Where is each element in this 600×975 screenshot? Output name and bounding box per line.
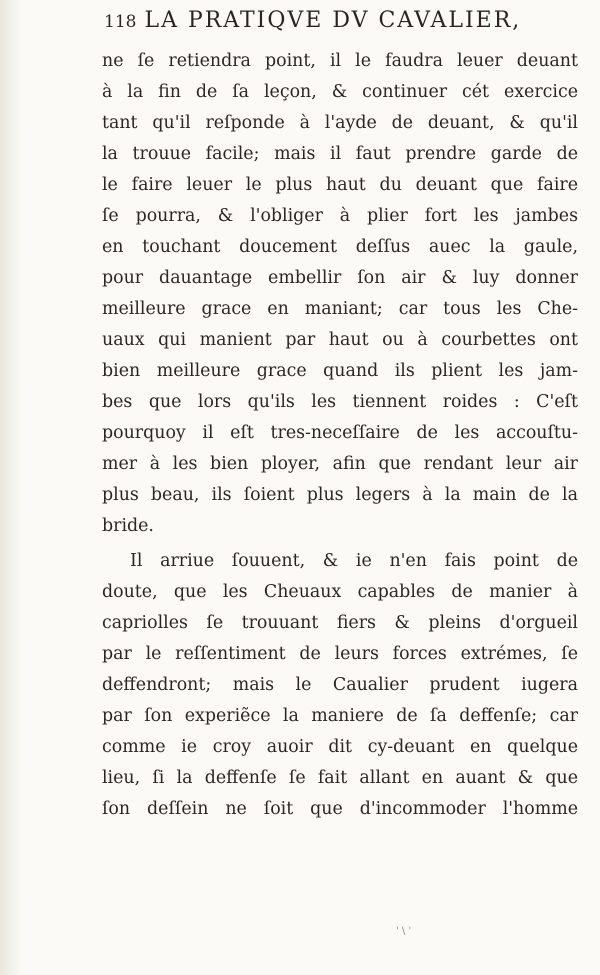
text-line: lieu, ſi la deffenſe ſe fait allant en auant & que — [102, 768, 578, 788]
text-line: ne ſe retiendra point, il le faudra leuer deuant — [102, 51, 578, 71]
paragraph-2 — [102, 546, 578, 825]
page-number: 118 — [104, 12, 137, 32]
text-line: pourquoy il eſt tres-neceſſaire de les accouſtu- — [102, 423, 578, 443]
text-line: pour dauantage embellir ſon air & luy donner — [102, 268, 578, 288]
text-line: à la fin de ſa leçon, & continuer cét exercice — [102, 82, 578, 102]
body-text — [102, 46, 578, 825]
text-line: ſe pourra, & l'obliger à plier fort les jambes — [102, 206, 578, 226]
text-line: comme ie croy auoir dit cy-deuant en quelque — [102, 737, 578, 757]
text-line: capriolles ſe trouuant fiers & pleins d'orgueil — [102, 613, 578, 633]
footer-mark: ' \ ' — [396, 926, 412, 937]
text-line: deffendront; mais le Caualier prudent iugera — [102, 675, 578, 695]
text-line: bien meilleure grace quand ils plient les jam- — [102, 361, 578, 381]
text-line: Il arriue ſouuent, & ie n'en fais point de — [130, 551, 578, 571]
text-line: en touchant doucement deſſus auec la gaule, — [102, 237, 578, 257]
text-line: meilleure grace en maniant; car tous les Che- — [102, 299, 578, 319]
page-gutter-shadow — [0, 0, 22, 975]
text-line: le faire leuer le plus haut du deuant que faire — [102, 175, 578, 195]
running-head: LA PRATIQVE DV CAVALIER, — [144, 8, 522, 33]
text-line: la trouue facile; mais il faut prendre garde de — [102, 144, 578, 164]
text-line: doute, que les Cheuaux capables de manier à — [102, 582, 578, 602]
text-line: plus beau, ils ſoient plus legers à la main de la — [102, 485, 578, 505]
page-header — [104, 8, 580, 48]
text-line: bride. — [102, 516, 154, 536]
text-line: par le reſſentiment de leurs forces extrémes, ſe — [102, 644, 578, 664]
text-line: bes que lors qu'ils les tiennent roides : C'eſt — [102, 392, 578, 412]
text-line: tant qu'il reſponde à l'ayde de deuant, & qu'il — [102, 113, 578, 133]
text-line: ſon deſſein ne ſoit que d'incommoder l'homme — [102, 799, 578, 819]
paragraph-1 — [102, 46, 578, 542]
text-line: uaux qui manient par haut ou à courbettes ont — [102, 330, 578, 350]
text-line: mer à les bien ployer, afin que rendant leur air — [102, 454, 578, 474]
text-line: par ſon experiẽce la maniere de ſa deffenſe; car — [102, 706, 578, 726]
